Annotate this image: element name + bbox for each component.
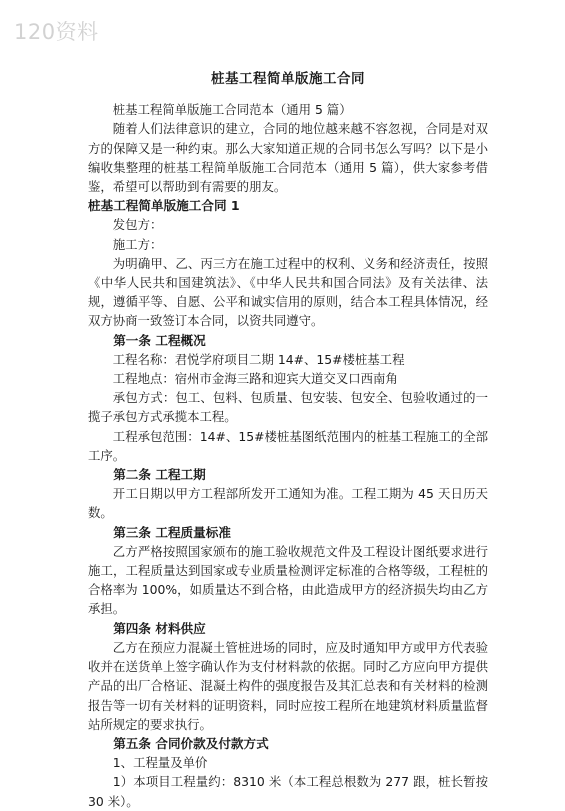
article-4-paragraph: 乙方在预应力混凝土管桩进场的同时，应及时通知甲方或甲方代表验收并在送货单上签字确认作为支付材料款的依据。同时乙方应向甲方提供产品的出厂合格证、混凝土构件的强度报告及其汇总表和有关材料的检测报告等一切有关材料的证明资料，同时应按工程所在地建筑材料质量监督站所规定的要求执行。	[88, 639, 488, 732]
article-1-contract-method: 承包方式：包工、包料、包质量、包安装、包安全、包验收通过的一揽子承包方式承揽本工程。	[88, 390, 488, 425]
preamble-paragraph: 为明确甲、乙、丙三方在施工过程中的权利、义务和经济责任，按照《中华人民共和国建筑法》、《中华人民共和国合同法》及有关法律、法规，遵循平等、自愿、公平和诚实信用的原则，结合本工程具体情况，经双方协商一致签订本合同，以资共同遵守。	[88, 255, 488, 329]
article-1-title: 第一条 工程概况	[113, 332, 206, 348]
article-5-subheading-1: 1、工程量及单价	[112, 755, 208, 771]
intro-title: 桩基工程简单版施工合同范本（通用 5 篇）	[112, 102, 352, 118]
article-4-title: 第四条 材料供应	[113, 620, 206, 636]
watermark-logo: 120资料	[14, 20, 99, 44]
contract-heading: 桩基工程简单版施工合同 1	[88, 198, 240, 214]
article-3-paragraph: 乙方严格按照国家颁布的施工验收规范文件及工程设计图纸要求进行施工，工程质量达到国家或专业质量检测评定标准的合格等级，工程桩的合格率为 100%，如质量达不到合格，由此造成甲方的经济损失均由乙方承担。	[88, 543, 488, 617]
article-5-subitem-1-paragraph: 1）本项目工程量约：8310 米（本工程总根数为 277 跟，桩长暂按 30 米）。	[88, 774, 488, 809]
article-1-project-location: 工程地点：宿州市金海三路和迎宾大道交叉口西南角	[112, 371, 398, 387]
article-5-title: 第五条 合同价款及付款方式	[113, 735, 269, 751]
article-1-project-name: 工程名称：君悦学府项目二期 14#、15#楼桩基工程	[112, 351, 405, 367]
document-title: 桩基工程简单版施工合同	[211, 71, 365, 87]
article-3-title: 第三条 工程质量标准	[113, 524, 231, 540]
document-page	[88, 70, 488, 811]
article-2-title: 第二条 工程工期	[113, 467, 206, 483]
article-2-paragraph: 开工日期以甲方工程部所发开工通知为准。工程工期为 45 天日历天数。	[88, 486, 488, 521]
party-a-label: 发包方：	[112, 217, 163, 233]
article-1-contract-scope: 工程承包范围：14#、15#楼桩基图纸范围内的桩基工程施工的全部工序。	[88, 428, 488, 463]
intro-paragraph: 随着人们法律意识的建立，合同的地位越来越不容忽视，合同是对双方的保障又是一种约束。那么大家知道正规的合同书怎么写吗？以下是小编收集整理的桩基工程简单版施工合同范本（通用 5 篇），供大家参考借鉴，希望可以帮助到有需要的朋友。	[88, 121, 488, 195]
party-b-label: 施工方：	[112, 236, 163, 252]
